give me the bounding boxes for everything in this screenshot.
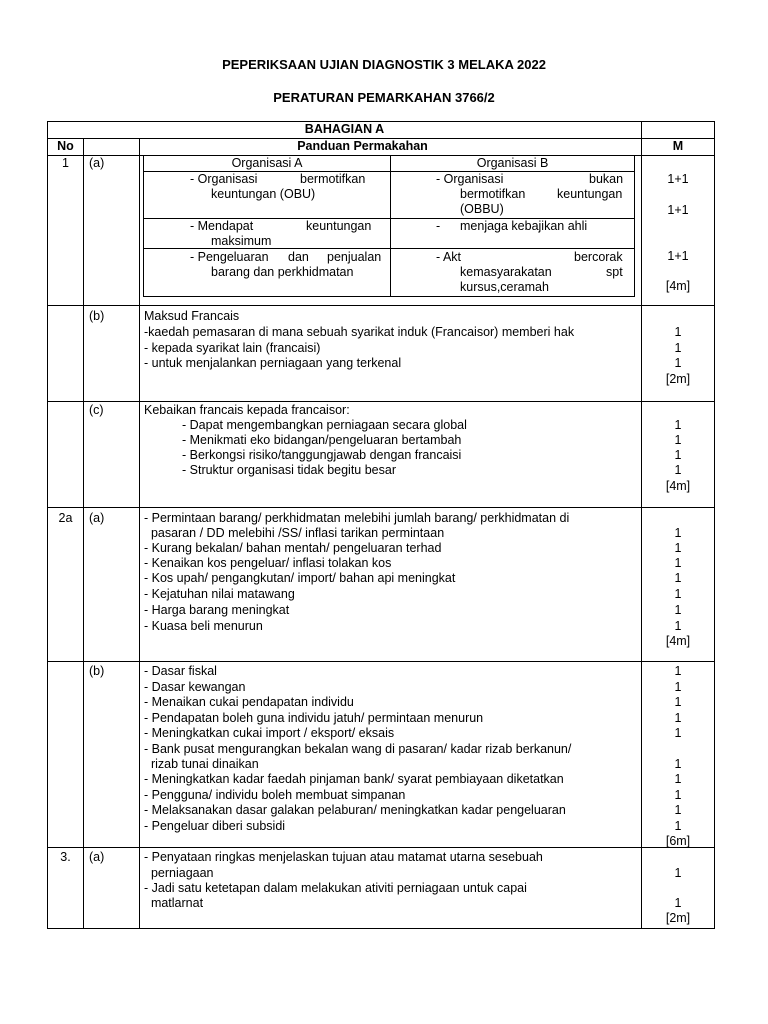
- mark: 1: [674, 356, 682, 370]
- column-header-no: No: [57, 139, 74, 153]
- mark: 1: [674, 463, 682, 477]
- mark-total: [2m]: [665, 372, 691, 386]
- answer-line: - Meningkatkan kadar faedah pinjaman bank/ syarat pembiayaan diketatkan: [144, 772, 564, 786]
- mark-total: [4m]: [665, 279, 691, 293]
- question-part: (a): [89, 511, 105, 525]
- mark-total: [6m]: [665, 834, 691, 848]
- question-number: 3.: [60, 850, 71, 864]
- answer-line: -kaedah pemasaran di mana sebuah syarikat induk (Francaisor) memberi hak: [144, 325, 575, 339]
- mark: 1: [674, 448, 682, 462]
- org-a-row2-line2: maksimum: [211, 234, 272, 248]
- org-a-row3-word3: penjualan: [327, 250, 382, 264]
- answer-line: - Kos upah/ pengangkutan/ import/ bahan api meningkat: [144, 571, 456, 585]
- answer-line: rizab tunai dinaikan: [144, 757, 259, 771]
- question-part: (c): [89, 403, 104, 417]
- mark: 1: [674, 819, 682, 833]
- answer-line: - Kurang bekalan/ bahan mentah/ pengeluaran terhad: [144, 541, 442, 555]
- org-b-row1-word3: bermotifkan: [460, 187, 526, 201]
- mark: 1: [674, 772, 682, 786]
- answer-line: - Menaikan cukai pendapatan individu: [144, 695, 354, 709]
- org-a-row1-word2: bermotifkan: [300, 172, 366, 186]
- mark: 1+1: [667, 203, 689, 217]
- answer-line: - Dasar fiskal: [144, 664, 217, 678]
- mark: 1: [674, 695, 682, 709]
- answer-line: - Permintaan barang/ perkhidmatan melebihi jumlah barang/ perkhidmatan di: [144, 511, 570, 525]
- answer-line: - Struktur organisasi tidak begitu besar: [182, 463, 396, 477]
- mark: 1: [674, 433, 682, 447]
- answer-line: - kepada syarikat lain (francaisi): [144, 341, 321, 355]
- document-subtitle: PERATURAN PEMARKAHAN 3766/2: [273, 90, 495, 105]
- answer-heading: Kebaikan francais kepada francaisor:: [144, 403, 350, 417]
- mark-total: [4m]: [665, 479, 691, 493]
- answer-line: - Berkongsi risiko/tanggungjawab dengan francaisi: [182, 448, 462, 462]
- answer-line: - Pengguna/ individu boleh membuat simpanan: [144, 788, 406, 802]
- org-a-row1-line2: keuntungan (OBU): [211, 187, 316, 201]
- mark: 1: [674, 711, 682, 725]
- mark-total: [4m]: [665, 634, 691, 648]
- answer-line: matlarnat: [144, 896, 204, 910]
- answer-line: - Jadi satu ketetapan dalam melakukan ativiti perniagaan untuk capai: [144, 881, 527, 895]
- mark: 1: [674, 803, 682, 817]
- mark: 1+1: [667, 249, 689, 263]
- org-a-row2-word2: keuntungan: [306, 219, 372, 233]
- org-b-row3-word3: kemasyarakatan: [460, 265, 552, 279]
- org-b-row1-word2: bukan: [589, 172, 624, 186]
- mark: 1: [674, 541, 682, 555]
- answer-line: - Penyataan ringkas menjelaskan tujuan atau matamat utarna sesebuah: [144, 850, 543, 864]
- answer-line: - Pendapatan boleh guna individu jatuh/ permintaan menurun: [144, 711, 484, 725]
- question-part: (a): [89, 156, 105, 170]
- org-b-row3-word2: bercorak: [574, 250, 623, 264]
- answer-line: perniagaan: [144, 866, 214, 880]
- org-a-row2-word1: - Mendapat: [190, 219, 254, 233]
- mark: 1: [674, 664, 682, 678]
- question-number: 1: [62, 156, 69, 170]
- question-part: (b): [89, 309, 105, 323]
- mark: 1: [674, 571, 682, 585]
- column-header-guide: Panduan Permakahan: [297, 139, 428, 153]
- org-a-row3-line2: barang dan perkhidmatan: [211, 265, 354, 279]
- question-number: 2a: [58, 511, 73, 525]
- org-a-row3-word2: dan: [288, 250, 309, 264]
- answer-line: - untuk menjalankan perniagaan yang terkenal: [144, 356, 402, 370]
- mark: 1: [674, 603, 682, 617]
- question-part: (b): [89, 664, 105, 678]
- org-b-row1-word1: - Organisasi: [436, 172, 504, 186]
- answer-line: - Harga barang meningkat: [144, 603, 290, 617]
- mark: 1: [674, 418, 682, 432]
- mark: 1+1: [667, 172, 689, 186]
- answer-line: - Kejatuhan nilai matawang: [144, 587, 295, 601]
- org-b-row3-word4: spt: [606, 265, 623, 279]
- mark: 1: [674, 341, 682, 355]
- org-b-header: Organisasi B: [476, 156, 549, 170]
- org-b-row3-line3: kursus,ceramah: [460, 280, 549, 294]
- mark: 1: [674, 866, 682, 880]
- org-b-row1-line3: (OBBU): [460, 202, 504, 216]
- mark: 1: [674, 619, 682, 633]
- answer-line: Maksud Francais: [144, 309, 240, 323]
- org-a-row3-word1: - Pengeluaran: [190, 250, 269, 264]
- mark: 1: [674, 526, 682, 540]
- answer-line: - Dasar kewangan: [144, 680, 246, 694]
- org-a-row1-word1: - Organisasi: [190, 172, 258, 186]
- org-b-row3-word1: - Akt: [436, 250, 462, 264]
- answer-line: - Menikmati eko bidangan/pengeluaran bertambah: [182, 433, 462, 447]
- mark: 1: [674, 757, 682, 771]
- mark: 1: [674, 680, 682, 694]
- answer-line: - Meningkatkan cukai import / eksport/ eksais: [144, 726, 395, 740]
- org-b-row1-word4: keuntungan: [557, 187, 623, 201]
- answer-line: - Melaksanakan dasar galakan pelaburan/ meningkatkan kadar pengeluaran: [144, 803, 566, 817]
- mark: 1: [674, 726, 682, 740]
- mark: 1: [674, 788, 682, 802]
- mark: 1: [674, 325, 682, 339]
- answer-line: - Dapat mengembangkan perniagaan secara global: [182, 418, 467, 432]
- document-title: PEPERIKSAAN UJIAN DIAGNOSTIK 3 MELAKA 2022: [222, 57, 546, 72]
- question-part: (a): [89, 850, 105, 864]
- org-a-header: Organisasi A: [231, 156, 303, 170]
- mark-total: [2m]: [665, 911, 691, 925]
- answer-line: pasaran / DD melebihi /SS/ inflasi tarikan permintaan: [144, 526, 445, 540]
- mark: 1: [674, 587, 682, 601]
- answer-line: - Pengeluar diberi subsidi: [144, 819, 286, 833]
- org-b-row2-text: menjaga kebajikan ahli: [460, 219, 588, 233]
- section-heading: BAHAGIAN A: [304, 122, 385, 136]
- answer-line: - Kenaikan kos pengeluar/ inflasi tolakan kos: [144, 556, 392, 570]
- answer-line: - Kuasa beli menurun: [144, 619, 263, 633]
- column-header-marks: M: [672, 139, 684, 153]
- org-b-row2-dash: -: [436, 219, 441, 233]
- mark: 1: [674, 896, 682, 910]
- answer-line: - Bank pusat mengurangkan bekalan wang di pasaran/ kadar rizab berkanun/: [144, 742, 572, 756]
- mark: 1: [674, 556, 682, 570]
